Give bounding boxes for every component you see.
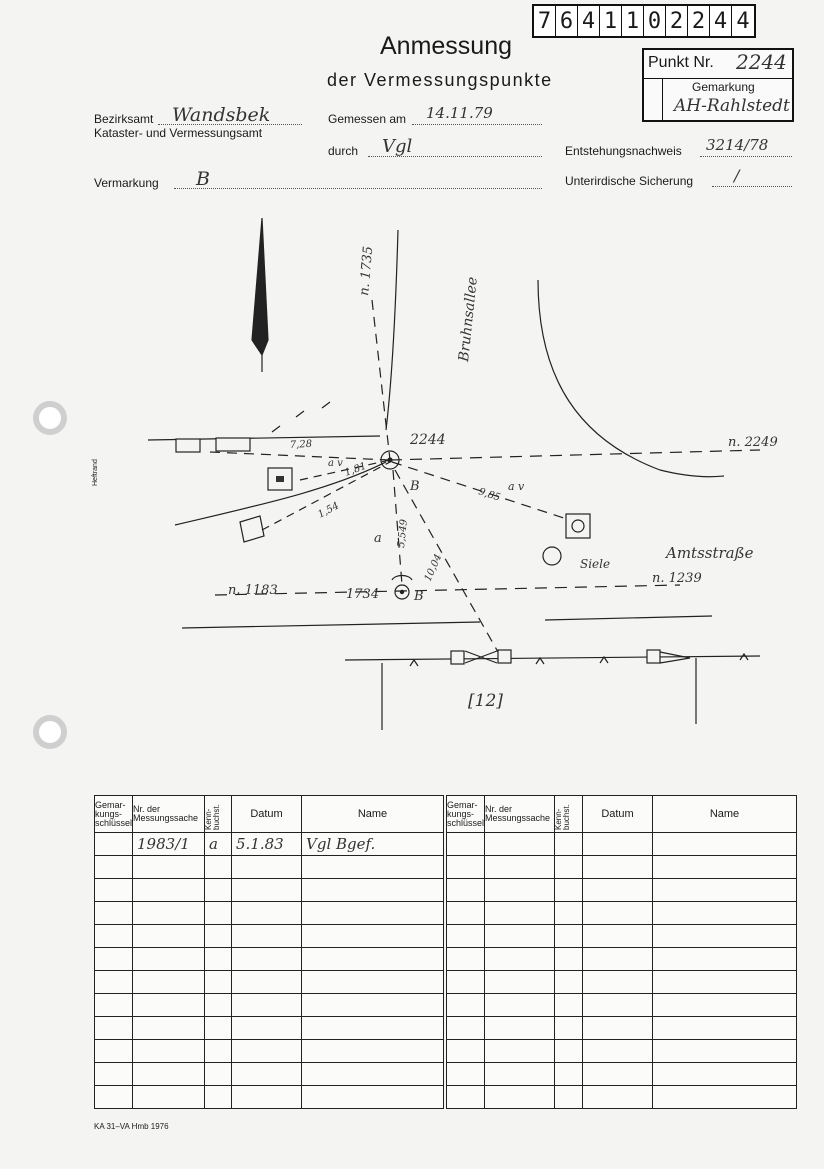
cell-gemarkung xyxy=(95,833,133,856)
table-row xyxy=(447,1086,797,1109)
cell-datum xyxy=(583,879,653,902)
cell-name xyxy=(302,971,444,994)
cell-gemarkung xyxy=(95,1063,133,1086)
fence-line xyxy=(345,656,760,660)
table-row xyxy=(447,833,797,856)
table-row xyxy=(95,948,444,971)
table-row xyxy=(447,1040,797,1063)
road-corner-curve xyxy=(538,280,724,477)
cell-datum xyxy=(232,1063,302,1086)
table-row xyxy=(95,879,444,902)
col-kenn: Kenn-buchst. xyxy=(205,796,232,833)
cell-datum xyxy=(583,902,653,925)
cell-gemarkung xyxy=(95,856,133,879)
cell-name xyxy=(302,925,444,948)
cell-kenn xyxy=(555,1017,583,1040)
cell-nr xyxy=(133,879,205,902)
label-1734: 1734 xyxy=(346,587,380,602)
gemessen-label: Gemessen am xyxy=(328,112,407,126)
cell-nr xyxy=(485,1086,555,1109)
cell-name xyxy=(302,902,444,925)
cell-kenn xyxy=(555,879,583,902)
cell-kenn xyxy=(555,833,583,856)
table-row xyxy=(95,925,444,948)
vermarkung-label: Vermarkung xyxy=(94,176,159,190)
col-nr: Nr. der Messungssache xyxy=(133,796,205,833)
cell-gemarkung xyxy=(447,948,485,971)
cell-gemarkung xyxy=(447,902,485,925)
label-2244: 2244 xyxy=(410,432,446,448)
cell-name xyxy=(653,833,797,856)
cell-nr: 1983/1 xyxy=(133,833,205,856)
cell-gemarkung xyxy=(447,994,485,1017)
siele-manhole-icon xyxy=(543,547,561,565)
cell-nr xyxy=(485,1040,555,1063)
table-row xyxy=(447,994,797,1017)
cell-kenn xyxy=(555,925,583,948)
cell-nr xyxy=(485,856,555,879)
cell-kenn xyxy=(205,1017,232,1040)
cell-kenn xyxy=(205,1086,232,1109)
building-box-1 xyxy=(176,439,200,452)
form-number-digit: 2 xyxy=(666,6,688,36)
gemarkung-value: AH-Rahlstedt xyxy=(674,96,790,116)
cell-datum xyxy=(583,971,653,994)
gemarkung-label: Gemarkung xyxy=(692,80,755,94)
cell-nr xyxy=(485,1063,555,1086)
form-number-digit: 2 xyxy=(688,6,710,36)
cell-name xyxy=(302,948,444,971)
line-west xyxy=(210,452,390,460)
cell-name xyxy=(653,994,797,1017)
fence-post-3 xyxy=(647,650,660,663)
unterirdisch-value: / xyxy=(734,166,740,185)
cell-datum xyxy=(583,994,653,1017)
cell-name xyxy=(653,948,797,971)
cell-kenn xyxy=(205,856,232,879)
cell-kenn xyxy=(205,994,232,1017)
heftrand-note: Heftrand xyxy=(92,459,99,486)
label-n2249: n. 2249 xyxy=(728,435,778,450)
cell-kenn xyxy=(555,1040,583,1063)
cell-gemarkung xyxy=(447,1040,485,1063)
cell-name: Vgl Bgef. xyxy=(302,833,444,856)
cell-nr xyxy=(485,879,555,902)
cell-name xyxy=(653,971,797,994)
north-arrow-icon xyxy=(252,218,268,355)
fence-post-2 xyxy=(498,650,511,663)
cell-gemarkung xyxy=(447,879,485,902)
cell-kenn xyxy=(205,925,232,948)
table-row xyxy=(95,902,444,925)
col-name: Name xyxy=(653,796,797,833)
label-a3: a xyxy=(374,531,382,546)
form-subtitle: der Vermessungspunkte xyxy=(327,70,553,90)
cell-gemarkung xyxy=(95,994,133,1017)
cell-kenn xyxy=(205,879,232,902)
cell-datum xyxy=(232,1017,302,1040)
cell-nr xyxy=(485,994,555,1017)
cell-nr xyxy=(133,994,205,1017)
form-number-digit: 6 xyxy=(556,6,578,36)
fence-post-1 xyxy=(451,651,464,664)
label-728: 7,28 xyxy=(289,438,313,451)
label-12: [12] xyxy=(468,691,503,711)
label-av2: a v xyxy=(508,480,525,493)
cell-nr xyxy=(133,1040,205,1063)
cell-nr xyxy=(133,1017,205,1040)
table-row xyxy=(95,971,444,994)
bezirksamt-label: Bezirksamt xyxy=(94,112,154,126)
col-datum: Datum xyxy=(232,796,302,833)
label-av1: a v xyxy=(328,458,343,469)
cell-datum xyxy=(232,994,302,1017)
cell-gemarkung xyxy=(447,971,485,994)
cell-datum xyxy=(583,1063,653,1086)
cell-kenn xyxy=(555,994,583,1017)
cell-datum xyxy=(232,1040,302,1063)
cell-nr xyxy=(133,925,205,948)
table-row xyxy=(447,1017,797,1040)
vermarkung-value: B xyxy=(196,168,210,190)
cell-gemarkung xyxy=(95,1017,133,1040)
cell-gemarkung xyxy=(447,925,485,948)
cell-kenn xyxy=(555,856,583,879)
col-gemarkung: Gemar-kungs-schlüssel xyxy=(447,796,485,833)
gemessen-value: 14.11.79 xyxy=(426,104,493,122)
cell-datum xyxy=(232,879,302,902)
label-n1735: n. 1735 xyxy=(357,245,377,297)
label-1004: 10,04 xyxy=(422,552,445,584)
cell-kenn xyxy=(205,971,232,994)
label-siele: Siele xyxy=(580,557,611,571)
cell-datum xyxy=(583,1040,653,1063)
cell-name xyxy=(653,925,797,948)
cell-gemarkung xyxy=(95,948,133,971)
cell-name xyxy=(302,1040,444,1063)
form-number-digit: 4 xyxy=(736,8,750,34)
label-181: 1,81 xyxy=(343,460,368,479)
table-row xyxy=(447,856,797,879)
cell-kenn xyxy=(555,971,583,994)
label-n1239: n. 1239 xyxy=(652,571,702,586)
cell-gemarkung xyxy=(95,879,133,902)
cell-nr xyxy=(133,1086,205,1109)
cell-datum xyxy=(583,1086,653,1109)
cell-gemarkung xyxy=(95,902,133,925)
punkt-label: Punkt Nr. xyxy=(648,54,714,71)
log-table-right xyxy=(446,795,797,1109)
cell-name xyxy=(653,1086,797,1109)
bezirksamt-value: Wandsbek xyxy=(172,104,271,126)
cell-kenn: a xyxy=(205,833,232,856)
siele-box xyxy=(566,514,590,538)
form-number-digit: 4 xyxy=(578,6,600,36)
label-154: 1,54 xyxy=(316,500,342,521)
col-kenn: Kenn-buchst. xyxy=(555,796,583,833)
cell-name xyxy=(302,856,444,879)
cell-datum xyxy=(232,948,302,971)
table-row xyxy=(447,902,797,925)
cell-datum xyxy=(583,856,653,879)
cell-nr xyxy=(133,971,205,994)
cell-datum xyxy=(583,833,653,856)
cell-name xyxy=(653,856,797,879)
label-b2: B xyxy=(414,589,424,604)
cell-name xyxy=(302,879,444,902)
cell-name xyxy=(653,879,797,902)
cell-kenn xyxy=(205,902,232,925)
table-row xyxy=(447,925,797,948)
cell-gemarkung xyxy=(95,1040,133,1063)
cell-datum xyxy=(232,856,302,879)
form-number-digit: 0 xyxy=(644,6,666,36)
cell-datum xyxy=(232,925,302,948)
cell-nr xyxy=(133,856,205,879)
col-gemarkung: Gemar-kungs-schlüssel xyxy=(95,796,133,833)
cell-nr xyxy=(485,971,555,994)
punkt-value: 2244 xyxy=(736,50,787,74)
durch-value: Vgl xyxy=(382,136,413,157)
street-line xyxy=(182,622,480,628)
table-row xyxy=(447,879,797,902)
cell-gemarkung xyxy=(447,833,485,856)
cell-datum xyxy=(583,1017,653,1040)
table-row xyxy=(95,994,444,1017)
form-number-digit: 7 xyxy=(534,6,556,36)
cell-name xyxy=(302,1086,444,1109)
kataster-label: Kataster- und Vermessungsamt xyxy=(94,126,263,140)
col-datum: Datum xyxy=(583,796,653,833)
label-amtsstrasse: Amtsstraße xyxy=(666,544,754,562)
cell-kenn xyxy=(205,1040,232,1063)
table-row xyxy=(447,1063,797,1086)
cell-name xyxy=(302,1063,444,1086)
label-985: 9,85 xyxy=(477,486,502,504)
cell-datum xyxy=(583,948,653,971)
table-row xyxy=(95,833,444,856)
cell-datum xyxy=(232,971,302,994)
label-n1183: n. 1183 xyxy=(228,583,278,598)
cell-gemarkung xyxy=(447,856,485,879)
cell-name xyxy=(302,994,444,1017)
cell-datum: 5.1.83 xyxy=(232,833,302,856)
table-row xyxy=(95,1040,444,1063)
form-title: Anmessung xyxy=(380,32,513,60)
building-box-2 xyxy=(216,438,250,451)
cell-kenn xyxy=(555,1086,583,1109)
cell-datum xyxy=(583,925,653,948)
cell-nr xyxy=(485,902,555,925)
line-1183-1239 xyxy=(215,585,680,595)
road-north-edge xyxy=(386,230,398,430)
table-row xyxy=(95,1063,444,1086)
form-number-digit: 1 xyxy=(622,6,644,36)
cell-name xyxy=(653,902,797,925)
cell-name xyxy=(302,1017,444,1040)
table-row xyxy=(447,971,797,994)
line-to-2249 xyxy=(390,450,760,460)
cell-name xyxy=(653,1017,797,1040)
cell-gemarkung xyxy=(95,925,133,948)
cell-nr xyxy=(485,1017,555,1040)
log-table-left xyxy=(94,795,444,1109)
table-row xyxy=(95,1017,444,1040)
form-number-digit: 1 xyxy=(600,6,622,36)
form-footer: KA 31–VA Hmb 1976 xyxy=(94,1122,169,1131)
cell-kenn xyxy=(555,1063,583,1086)
cell-nr xyxy=(133,902,205,925)
cell-name xyxy=(653,1063,797,1086)
cell-kenn xyxy=(555,948,583,971)
cell-kenn xyxy=(205,948,232,971)
col-name: Name xyxy=(302,796,444,833)
cell-gemarkung xyxy=(447,1017,485,1040)
cell-nr xyxy=(485,925,555,948)
table-row xyxy=(95,1086,444,1109)
unterirdisch-label: Unterirdische Sicherung xyxy=(565,174,694,188)
stairs-icon xyxy=(240,516,264,542)
cell-gemarkung xyxy=(447,1086,485,1109)
cell-gemarkung xyxy=(95,971,133,994)
entstehung-label: Entstehungsnachweis xyxy=(565,144,682,158)
cell-datum xyxy=(232,902,302,925)
label-bruhnsallee: Bruhnsallee xyxy=(456,276,481,363)
entstehung-value: 3214/78 xyxy=(706,136,769,154)
cell-nr xyxy=(485,833,555,856)
cell-nr xyxy=(133,948,205,971)
cell-nr xyxy=(485,948,555,971)
durch-label: durch xyxy=(328,144,359,158)
cell-name xyxy=(653,1040,797,1063)
cell-kenn xyxy=(555,902,583,925)
label-5549: 5,549 xyxy=(396,518,410,549)
col-nr: Nr. der Messungssache xyxy=(485,796,555,833)
cell-gemarkung xyxy=(447,1063,485,1086)
label-b1: B xyxy=(410,479,420,494)
cell-gemarkung xyxy=(95,1086,133,1109)
table-row xyxy=(447,948,797,971)
cell-nr xyxy=(133,1063,205,1086)
cell-datum xyxy=(232,1086,302,1109)
form-number-digit: 4 xyxy=(710,6,732,36)
table-row xyxy=(95,856,444,879)
cell-kenn xyxy=(205,1063,232,1086)
